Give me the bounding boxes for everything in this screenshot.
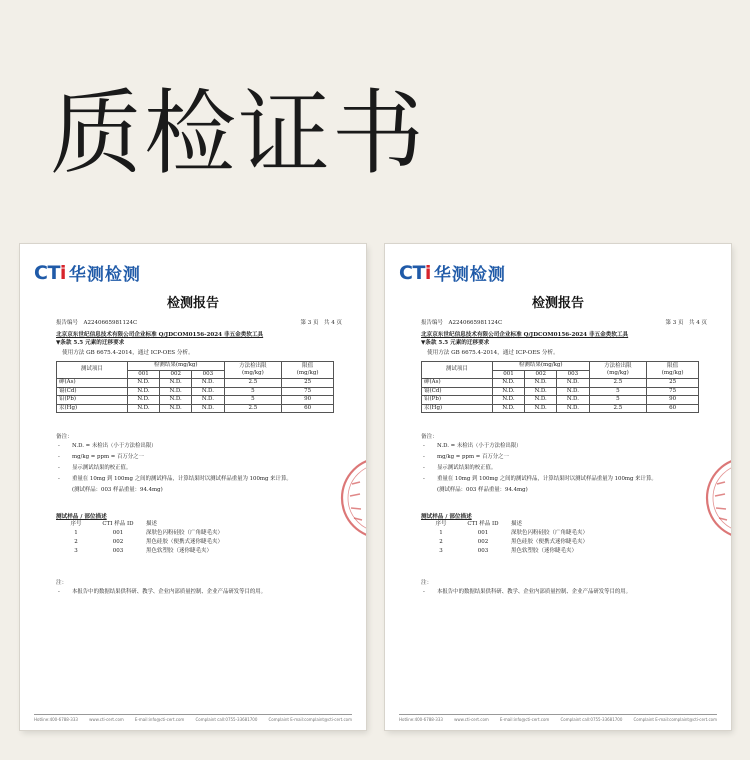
samples-col-header: CTI 样品 ID: [102, 521, 134, 527]
sample-row: [421, 529, 588, 538]
note-continuation: (测试样品：003 样品重量：94.4mg): [72, 487, 163, 493]
sample-cell: 002: [477, 539, 489, 545]
result-cell-item: 汞(Hg): [422, 404, 493, 413]
result-cell-r1: N.D.: [127, 404, 159, 413]
result-cell-item: 汞(Hg): [57, 404, 128, 413]
sample-cell: 深肤色闪粉硅胶（广角睫毛夹）: [146, 530, 224, 536]
note-item: - 显示测试结果的校正值。: [423, 465, 497, 471]
logo-mark: CTi: [34, 261, 66, 284]
result-cell-limit: 2.5: [224, 404, 282, 413]
sample-id-header: 002: [160, 370, 192, 379]
page-info: 第 3 页 共 4 页: [300, 320, 342, 326]
footnote: - 本报告中的数据结果供科研、教学、企业内部质量控制、企业产品研发等目的用。: [58, 589, 267, 595]
result-cell-r1: N.D.: [492, 387, 524, 396]
sample-cell: 1: [74, 530, 78, 536]
report-number: 报告编号 A2240665981124C: [56, 320, 138, 326]
col-limit-header: 方法检出限 (mg/kg): [589, 362, 647, 379]
result-cell-r2: N.D.: [160, 404, 192, 413]
cti-logo: [34, 260, 141, 285]
result-cell-r3: N.D.: [192, 387, 224, 396]
logo-chinese-name: 华测检测: [68, 265, 141, 285]
result-cell-r3: N.D.: [192, 396, 224, 405]
result-cell-limit: 2.5: [224, 379, 282, 388]
result-cell-r1: N.D.: [127, 379, 159, 388]
result-cell-r2: N.D.: [525, 404, 557, 413]
sample-id-header: 001: [492, 370, 524, 379]
sample-cell: 2: [74, 539, 78, 545]
report-title: 检测报告: [166, 296, 219, 311]
footer-contact: E-mail:info@cti-cert.com: [134, 717, 185, 722]
result-cell-threshold: 90: [647, 396, 699, 405]
note-item: - N.D. = 未检出（小于方法检出限）: [58, 443, 157, 449]
result-cell-limit: 5: [589, 387, 647, 396]
col-item-header: 测试项目: [57, 362, 128, 379]
result-cell-r1: N.D.: [127, 387, 159, 396]
footnote: - 本报告中的数据结果供科研、教学、企业内部质量控制、企业产品研发等目的用。: [423, 589, 632, 595]
result-cell-limit: 5: [224, 396, 282, 405]
result-row: [422, 404, 699, 413]
result-cell-r2: N.D.: [160, 396, 192, 405]
result-cell-item: 镉(Cd): [422, 387, 493, 396]
samples-header-row: [56, 520, 223, 529]
result-cell-threshold: 60: [282, 404, 334, 413]
results-table: [421, 361, 699, 413]
result-cell-r3: N.D.: [192, 404, 224, 413]
note-item: - 重量在 10mg 到 100mg 之间的测试样品，计算结果时以测试样品重量为 100mg 来计算。: [58, 476, 292, 482]
report-footer: [34, 714, 352, 722]
col-result-header: 检测结果(mg/kg): [492, 362, 589, 371]
result-cell-threshold: 75: [282, 387, 334, 396]
result-cell-r2: N.D.: [160, 387, 192, 396]
result-cell-r3: N.D.: [557, 404, 589, 413]
result-row: [422, 379, 699, 388]
footnote-heading: 注：: [56, 580, 68, 586]
sample-cell: 深肤色闪粉硅胶（广角睫毛夹）: [511, 530, 589, 536]
result-cell-r1: N.D.: [492, 379, 524, 388]
footer-contact: Complaint call:0755-33681700: [560, 717, 623, 722]
clause-line: ▼条款 5.5 元素的迁移要求: [421, 340, 490, 346]
col-threshold-header: 限值 (mg/kg): [282, 362, 334, 379]
result-cell-threshold: 60: [647, 404, 699, 413]
official-seal: [338, 454, 366, 542]
sample-id-header: 003: [192, 370, 224, 379]
result-row: [57, 404, 334, 413]
sample-cell: 001: [112, 530, 124, 536]
sample-cell: 001: [477, 530, 489, 536]
result-cell-r1: N.D.: [127, 396, 159, 405]
note-item: - mg/kg = ppm = 百万分之一: [423, 454, 509, 460]
result-cell-limit: 2.5: [589, 404, 647, 413]
result-cell-threshold: 75: [647, 387, 699, 396]
result-cell-item: 镉(Cd): [57, 387, 128, 396]
standard-line: 北京京东世纪信息技术有限公司企业标准 Q/JDCOM0156-2024 非五金类软工具: [421, 332, 629, 338]
samples-heading: 测试样品 / 部位描述: [421, 514, 472, 520]
result-cell-threshold: 25: [647, 379, 699, 388]
report-document-right: [385, 244, 731, 730]
note-continuation: (测试样品：003 样品重量：94.4mg): [437, 487, 528, 493]
sample-row: [56, 547, 223, 556]
sample-row: [421, 547, 588, 556]
result-cell-limit: 2.5: [589, 379, 647, 388]
result-cell-item: 砷(As): [422, 379, 493, 388]
samples-col-header: CTI 样品 ID: [467, 521, 499, 527]
report-document-left: [20, 244, 366, 730]
method-line: 使用方法 GB 6675.4-2014，通过 ICP-OES 分析。: [427, 350, 559, 356]
logo-chinese-name: 华测检测: [433, 265, 506, 285]
result-cell-r2: N.D.: [525, 387, 557, 396]
result-row: [57, 387, 334, 396]
footer-contact: E-mail:info@cti-cert.com: [499, 717, 550, 722]
sample-cell: 3: [439, 548, 443, 554]
sample-row: [56, 529, 223, 538]
standard-line: 北京京东世纪信息技术有限公司企业标准 Q/JDCOM0156-2024 非五金类软工具: [56, 332, 264, 338]
result-cell-limit: 5: [589, 396, 647, 405]
samples-header-row: [421, 520, 588, 529]
result-cell-r2: N.D.: [525, 379, 557, 388]
cti-logo: [399, 260, 506, 285]
footer-contact: Complaint call:0755-33681700: [195, 717, 258, 722]
logo-mark: CTi: [399, 261, 431, 284]
samples-table: [421, 520, 588, 556]
sample-cell: 003: [112, 548, 124, 554]
clause-line: ▼条款 5.5 元素的迁移要求: [56, 340, 125, 346]
col-result-header: 检测结果(mg/kg): [127, 362, 224, 371]
samples-col-header: 描述: [146, 521, 158, 527]
sample-id-header: 003: [557, 370, 589, 379]
sample-row: [56, 538, 223, 547]
note-item: - 重量在 10mg 到 100mg 之间的测试样品，计算结果时以测试样品重量为 100mg 来计算。: [423, 476, 657, 482]
report-meta: [421, 318, 707, 326]
result-row: [57, 396, 334, 405]
footer-contact: Hotline:400-6788-333: [399, 717, 443, 722]
notes-heading: 备注：: [421, 434, 438, 440]
footer-contact: www.cti-cert.com: [454, 717, 489, 722]
sample-id-header: 002: [525, 370, 557, 379]
result-cell-item: 铅(Pb): [422, 396, 493, 405]
sample-cell: 黑色软塑胶（迷你睫毛夹）: [511, 548, 578, 554]
result-cell-r2: N.D.: [160, 379, 192, 388]
result-cell-item: 铅(Pb): [57, 396, 128, 405]
method-line: 使用方法 GB 6675.4-2014，通过 ICP-OES 分析。: [62, 350, 194, 356]
sample-cell: 1: [439, 530, 443, 536]
page-info: 第 3 页 共 4 页: [665, 320, 707, 326]
note-item: - mg/kg = ppm = 百万分之一: [58, 454, 144, 460]
result-cell-r3: N.D.: [557, 379, 589, 388]
result-cell-threshold: 90: [282, 396, 334, 405]
result-cell-r3: N.D.: [557, 396, 589, 405]
notes-heading: 备注：: [56, 434, 73, 440]
report-title: 检测报告: [531, 296, 584, 311]
footnote-heading: 注：: [421, 580, 433, 586]
result-cell-limit: 5: [224, 387, 282, 396]
notes-list: [423, 441, 657, 496]
result-cell-r3: N.D.: [192, 379, 224, 388]
sample-row: [421, 538, 588, 547]
result-row: [57, 379, 334, 388]
footer-contact: Complaint E-mail:complaint@cti-cert.com: [268, 717, 352, 722]
result-cell-r3: N.D.: [557, 387, 589, 396]
col-item-header: 测试项目: [422, 362, 493, 379]
samples-table: [56, 520, 223, 556]
samples-col-header: 序号: [70, 521, 82, 527]
official-seal: [703, 454, 731, 542]
samples-heading: 测试样品 / 部位描述: [56, 514, 107, 520]
report-meta: [56, 318, 342, 326]
report-footer: [399, 714, 717, 722]
sample-cell: 3: [74, 548, 78, 554]
result-cell-r1: N.D.: [492, 404, 524, 413]
sample-cell: 黑色硅胶（便携式迷你睫毛夹）: [511, 539, 589, 545]
results-table: [56, 361, 334, 413]
result-cell-item: 砷(As): [57, 379, 128, 388]
sample-cell: 黑色硅胶（便携式迷你睫毛夹）: [146, 539, 224, 545]
note-item: - N.D. = 未检出（小于方法检出限）: [423, 443, 522, 449]
result-row: [422, 396, 699, 405]
footer-contact: Complaint E-mail:complaint@cti-cert.com: [633, 717, 717, 722]
footer-contact: Hotline:400-6788-333: [34, 717, 78, 722]
result-row: [422, 387, 699, 396]
sample-cell: 黑色软塑胶（迷你睫毛夹）: [146, 548, 213, 554]
sample-cell: 002: [112, 539, 124, 545]
sample-id-header: 001: [127, 370, 159, 379]
col-limit-header: 方法检出限 (mg/kg): [224, 362, 282, 379]
samples-col-header: 描述: [511, 521, 523, 527]
samples-col-header: 序号: [435, 521, 447, 527]
report-number: 报告编号 A2240665981124C: [421, 320, 503, 326]
result-cell-r1: N.D.: [492, 396, 524, 405]
notes-list: [58, 441, 292, 496]
note-item: - 显示测试结果的校正值。: [58, 465, 132, 471]
result-cell-r2: N.D.: [525, 396, 557, 405]
result-cell-threshold: 25: [282, 379, 334, 388]
sample-cell: 003: [477, 548, 489, 554]
col-threshold-header: 限值 (mg/kg): [647, 362, 699, 379]
sample-cell: 2: [439, 539, 443, 545]
page-title: 质检证书: [50, 80, 427, 187]
footer-contact: www.cti-cert.com: [89, 717, 124, 722]
